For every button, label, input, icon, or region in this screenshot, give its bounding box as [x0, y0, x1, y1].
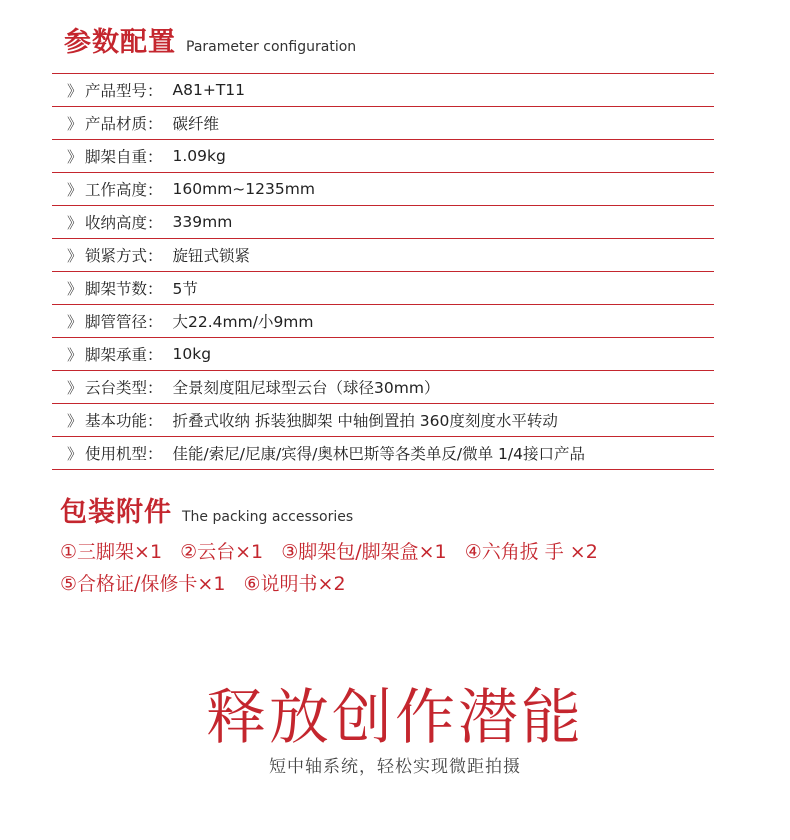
spec-value: 全景刻度阻尼球型云台（球径30mm）: [172, 379, 440, 397]
spec-label: 使用机型：: [85, 445, 163, 463]
spec-label: 脚管管径：: [85, 313, 163, 331]
spec-row: [52, 140, 714, 173]
row-marker-icon: 》: [67, 114, 83, 133]
spec-row: [52, 173, 714, 206]
spec-value: 1.09kg: [172, 147, 226, 165]
spec-label: 产品材质：: [85, 115, 163, 133]
row-marker-icon: 》: [67, 180, 83, 199]
spec-row: [52, 371, 714, 404]
row-marker-icon: 》: [67, 444, 83, 463]
spec-row: [52, 305, 714, 338]
packing-title-zh: 包装附件: [60, 497, 172, 528]
accessory-list-line-1: [60, 537, 610, 564]
spec-value: 大22.4mm/小9mm: [172, 313, 314, 331]
spec-label: 脚架承重：: [85, 346, 163, 364]
parameter-section-header: [64, 20, 356, 59]
spec-value: 碳纤维: [172, 115, 220, 133]
spec-table: [52, 73, 714, 470]
row-marker-icon: 》: [67, 213, 83, 232]
accessory-item: ④六角扳 手 ×2: [464, 541, 598, 563]
spec-value: 折叠式收纳 拆装独脚架 中轴倒置拍 360度刻度水平转动: [172, 412, 558, 430]
spec-label: 脚架自重：: [85, 148, 163, 166]
spec-row: [52, 107, 714, 140]
row-marker-icon: 》: [67, 411, 83, 430]
accessory-list-line-2: [60, 569, 358, 596]
spec-label: 锁紧方式：: [85, 247, 163, 265]
spec-row: [52, 437, 714, 470]
parameter-title-zh: 参数配置: [64, 27, 176, 58]
row-marker-icon: 》: [67, 81, 83, 100]
row-marker-icon: 》: [67, 345, 83, 364]
slogan-title: 释放创作潜能: [206, 683, 584, 753]
spec-value: 5节: [172, 280, 198, 298]
slogan-subtitle: 短中轴系统，轻松实现微距拍摄: [269, 757, 521, 777]
spec-value: 160mm~1235mm: [172, 180, 315, 198]
spec-value: A81+T11: [172, 81, 246, 99]
spec-row: [52, 239, 714, 272]
row-marker-icon: 》: [67, 378, 83, 397]
row-marker-icon: 》: [67, 147, 83, 166]
spec-label: 基本功能：: [85, 412, 163, 430]
row-marker-icon: 》: [67, 246, 83, 265]
spec-label: 产品型号：: [85, 82, 163, 100]
accessory-item: ③脚架包/脚架盒×1: [281, 541, 447, 563]
spec-row: [52, 404, 714, 437]
row-marker-icon: 》: [67, 312, 83, 331]
spec-value: 佳能/索尼/尼康/宾得/奥林巴斯等各类单反/微单 1/4接口产品: [172, 445, 586, 463]
row-marker-icon: 》: [67, 279, 83, 298]
spec-value: 旋钮式锁紧: [172, 247, 251, 265]
spec-label: 云台类型：: [85, 379, 163, 397]
spec-value: 339mm: [172, 213, 233, 231]
accessory-item: ⑥说明书×2: [243, 573, 346, 595]
packing-title-en: The packing accessories: [182, 509, 354, 525]
packing-section-header: [60, 490, 353, 529]
parameter-title-en: Parameter configuration: [186, 39, 357, 55]
spec-label: 收纳高度：: [85, 214, 163, 232]
spec-value: 10kg: [172, 345, 212, 363]
spec-row: [52, 338, 714, 371]
accessory-item: ①三脚架×1: [60, 541, 163, 563]
spec-label: 脚架节数：: [85, 280, 163, 298]
spec-row: [52, 206, 714, 239]
accessory-item: ②云台×1: [180, 541, 264, 563]
spec-row: [52, 74, 714, 107]
spec-row: [52, 272, 714, 305]
spec-label: 工作高度：: [85, 181, 163, 199]
accessory-item: ⑤合格证/保修卡×1: [60, 573, 226, 595]
